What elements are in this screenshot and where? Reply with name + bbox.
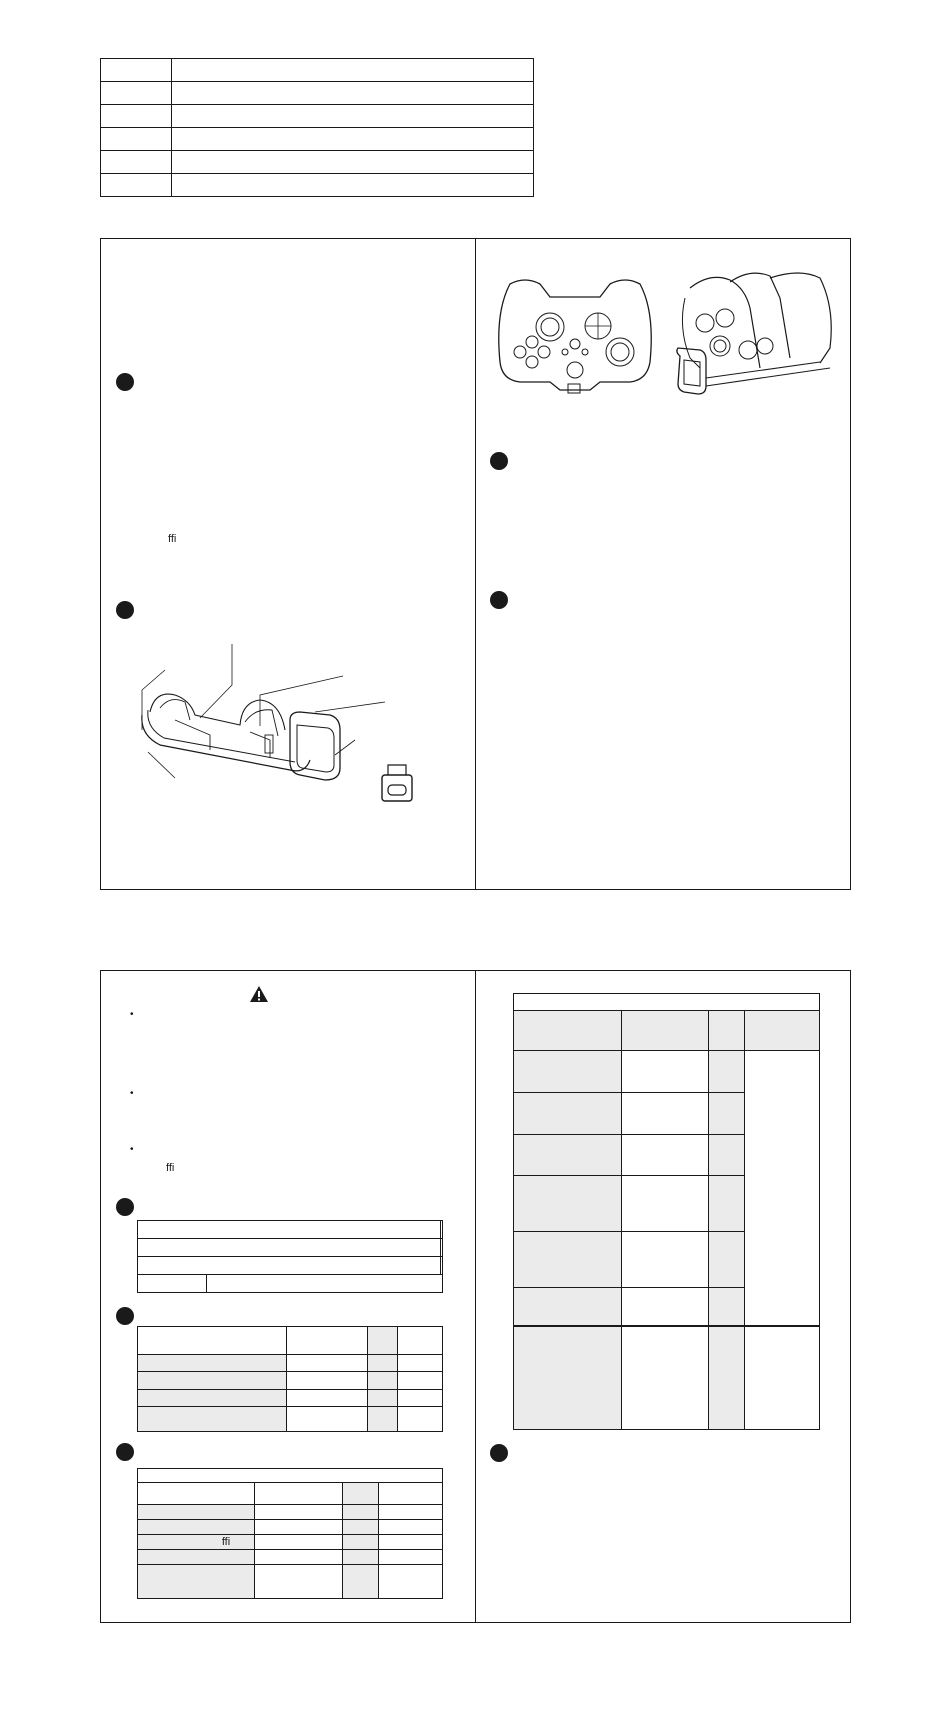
bullet-dot-icon: • [130,1009,134,1020]
table-cell [101,151,172,174]
table-cell [343,1565,379,1599]
table-cell [514,1135,622,1176]
table-cell [622,1288,709,1326]
table-cell [138,1535,255,1550]
table-cell [514,1011,622,1051]
table-cell [287,1406,368,1431]
spec-table-b [137,1326,443,1432]
table-cell [622,1135,709,1176]
spec-table-a [137,1220,443,1293]
table-cell [441,1257,443,1275]
table-cell [514,1288,622,1326]
table-cell [398,1355,443,1372]
table-cell [172,151,534,174]
table-cell [709,1326,745,1430]
table-cell [745,1326,820,1430]
table-cell [622,1176,709,1232]
table-cell [101,82,172,105]
table-cell [255,1565,343,1599]
ligature-text: ffi [221,1536,231,1548]
table-cell [287,1355,368,1372]
table-cell [172,82,534,105]
table-cell [138,1372,287,1389]
table-cell [138,1389,287,1406]
table-cell [709,1051,745,1093]
table-cell [368,1389,398,1406]
table-cell [255,1483,343,1505]
table-cell [441,1221,443,1239]
table-cell [343,1535,379,1550]
table-cell [138,1355,287,1372]
table-cell [138,1469,443,1483]
table-cell [101,174,172,197]
ligature-text: ffi [168,533,177,545]
table-cell [255,1520,343,1535]
section-marker-icon [490,452,508,470]
table-cell [379,1505,443,1520]
bullet-dot-icon: • [130,1088,134,1099]
table-cell [514,994,820,1011]
table-cell [172,59,534,82]
table-cell [398,1327,443,1355]
ligature-text: ffi [166,1162,175,1174]
table-cell [172,105,534,128]
spec-table-c [137,1468,443,1599]
table-cell [343,1505,379,1520]
table-cell [287,1327,368,1355]
table-cell [138,1239,441,1257]
table-cell [514,1093,622,1135]
table-cell [709,1011,745,1051]
table-cell [622,1051,709,1093]
table-cell [379,1550,443,1565]
controller-icon [490,272,660,400]
table-cell [622,1326,709,1430]
table-cell [745,1011,820,1051]
section-marker-icon [490,591,508,609]
table-cell [138,1257,441,1275]
table-cell [514,1232,622,1288]
table-cell [514,1326,622,1430]
table-cell [709,1288,745,1326]
table-cell [379,1565,443,1599]
table-cell [379,1535,443,1550]
section-marker-icon [116,373,134,391]
top-summary-table [100,58,534,197]
troubleshooting-table [513,993,820,1430]
dual-dock-icon [670,268,840,400]
table-cell [101,105,172,128]
table-cell [138,1505,255,1520]
page-1-divider [475,238,476,890]
table-cell [709,1135,745,1176]
table-cell [101,128,172,151]
table-cell [207,1275,443,1293]
table-cell [172,128,534,151]
table-cell [138,1565,255,1599]
table-cell [255,1550,343,1565]
section-marker-icon [116,601,134,619]
table-cell [709,1232,745,1288]
table-cell [368,1327,398,1355]
section-marker-icon [490,1444,508,1462]
table-cell [138,1550,255,1565]
table-cell [709,1093,745,1135]
table-cell [343,1520,379,1535]
table-cell [379,1520,443,1535]
table-cell [622,1011,709,1051]
table-cell [441,1239,443,1257]
table-cell [287,1389,368,1406]
table-cell [745,1051,820,1326]
table-cell [343,1483,379,1505]
table-cell [138,1520,255,1535]
table-cell [343,1550,379,1565]
table-cell [138,1406,287,1431]
table-cell [138,1327,287,1355]
bullet-dot-icon: • [130,1144,134,1155]
table-cell [138,1275,207,1293]
table-cell [138,1221,441,1239]
table-cell [398,1406,443,1431]
table-cell [622,1093,709,1135]
section-marker-icon [116,1198,134,1216]
table-cell [622,1232,709,1288]
section-marker-icon [116,1443,134,1461]
table-cell [709,1176,745,1232]
warning-triangle-icon [249,985,269,1003]
table-cell [255,1505,343,1520]
table-cell [368,1406,398,1431]
table-cell [255,1535,343,1550]
table-cell [398,1372,443,1389]
charging-stand-icon [130,640,430,820]
table-cell [172,174,534,197]
usb-connector-icon [382,765,412,801]
table-cell [514,1176,622,1232]
section-marker-icon [116,1307,134,1325]
table-cell [287,1372,368,1389]
table-cell [514,1051,622,1093]
table-cell [101,59,172,82]
page-2-divider [475,970,476,1623]
table-cell [368,1355,398,1372]
table-cell [368,1372,398,1389]
table-cell [379,1483,443,1505]
table-cell [138,1483,255,1505]
table-cell [398,1389,443,1406]
